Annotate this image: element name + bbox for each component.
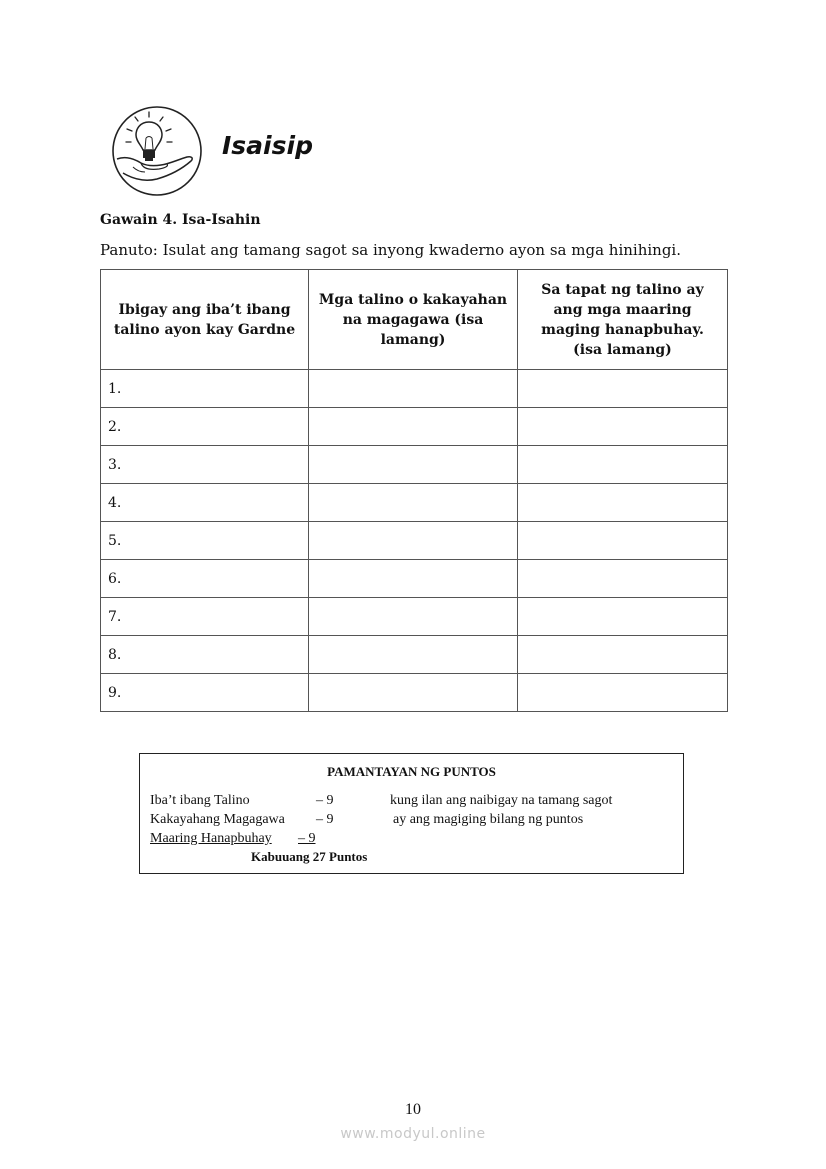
answer-cell[interactable] (309, 560, 518, 598)
table-row (101, 674, 728, 712)
answer-cell[interactable] (518, 598, 728, 636)
scoring-points: – 9 (316, 812, 334, 827)
header-hanapbuhay: Sa tapat ng talino ay ang mga maaring maging hanapbuhay. (isa lamang) (518, 270, 728, 370)
scoring-label: Maaring Hanapbuhay (150, 831, 272, 846)
scoring-label: Kakayahang Magagawa (150, 812, 285, 827)
answer-cell[interactable] (309, 408, 518, 446)
answer-cell[interactable] (309, 674, 518, 712)
table-row (101, 560, 728, 598)
table-row (101, 484, 728, 522)
watermark: www.modyul.online (340, 1126, 486, 1142)
row-number: 8. (101, 636, 309, 674)
answer-cell[interactable] (309, 370, 518, 408)
scoring-label: Iba’t ibang Talino (150, 793, 250, 808)
answer-cell[interactable] (309, 636, 518, 674)
scoring-title: PAMANTAYAN NG PUNTOS (327, 764, 496, 779)
answer-cell[interactable] (518, 636, 728, 674)
answer-cell[interactable] (518, 484, 728, 522)
activity-title: Gawain 4. Isa-Isahin (100, 212, 261, 228)
scoring-points: – 9 (298, 831, 316, 846)
scoring-box (139, 753, 684, 874)
header-talino: Ibigay ang iba’t ibang talino ayon kay Gardne (101, 270, 309, 370)
row-number: 3. (101, 446, 309, 484)
table-row (101, 408, 728, 446)
row-number: 4. (101, 484, 309, 522)
answer-cell[interactable] (309, 484, 518, 522)
scoring-note: kung ilan ang naibigay na tamang sagot (390, 793, 613, 808)
scoring-note: ay ang magiging bilang ng puntos (393, 812, 584, 827)
lightbulb-hand-icon (111, 105, 203, 197)
table-row (101, 598, 728, 636)
table-header-row (101, 270, 728, 370)
activity-table (100, 269, 728, 712)
answer-cell[interactable] (518, 446, 728, 484)
answer-cell[interactable] (309, 598, 518, 636)
table-row (101, 370, 728, 408)
row-number: 9. (101, 674, 309, 712)
answer-cell[interactable] (309, 522, 518, 560)
scoring-points: – 9 (316, 793, 334, 808)
scoring-total: Kabuuang 27 Puntos (251, 849, 368, 864)
row-number: 2. (101, 408, 309, 446)
answer-cell[interactable] (518, 560, 728, 598)
answer-cell[interactable] (518, 674, 728, 712)
header-kakayahan: Mga talino o kakayahan na magagawa (isa lamang) (309, 270, 518, 370)
answer-cell[interactable] (518, 522, 728, 560)
table-row (101, 636, 728, 674)
section-title: Isaisip (222, 131, 313, 160)
row-number: 7. (101, 598, 309, 636)
table-row (101, 522, 728, 560)
answer-cell[interactable] (518, 370, 728, 408)
row-number: 6. (101, 560, 309, 598)
page-number: 10 (405, 1101, 421, 1118)
answer-cell[interactable] (309, 446, 518, 484)
table-row (101, 446, 728, 484)
activity-instruction: Panuto: Isulat ang tamang sagot sa inyong kwaderno ayon sa mga hinihingi. (100, 241, 682, 259)
answer-cell[interactable] (518, 408, 728, 446)
row-number: 1. (101, 370, 309, 408)
row-number: 5. (101, 522, 309, 560)
